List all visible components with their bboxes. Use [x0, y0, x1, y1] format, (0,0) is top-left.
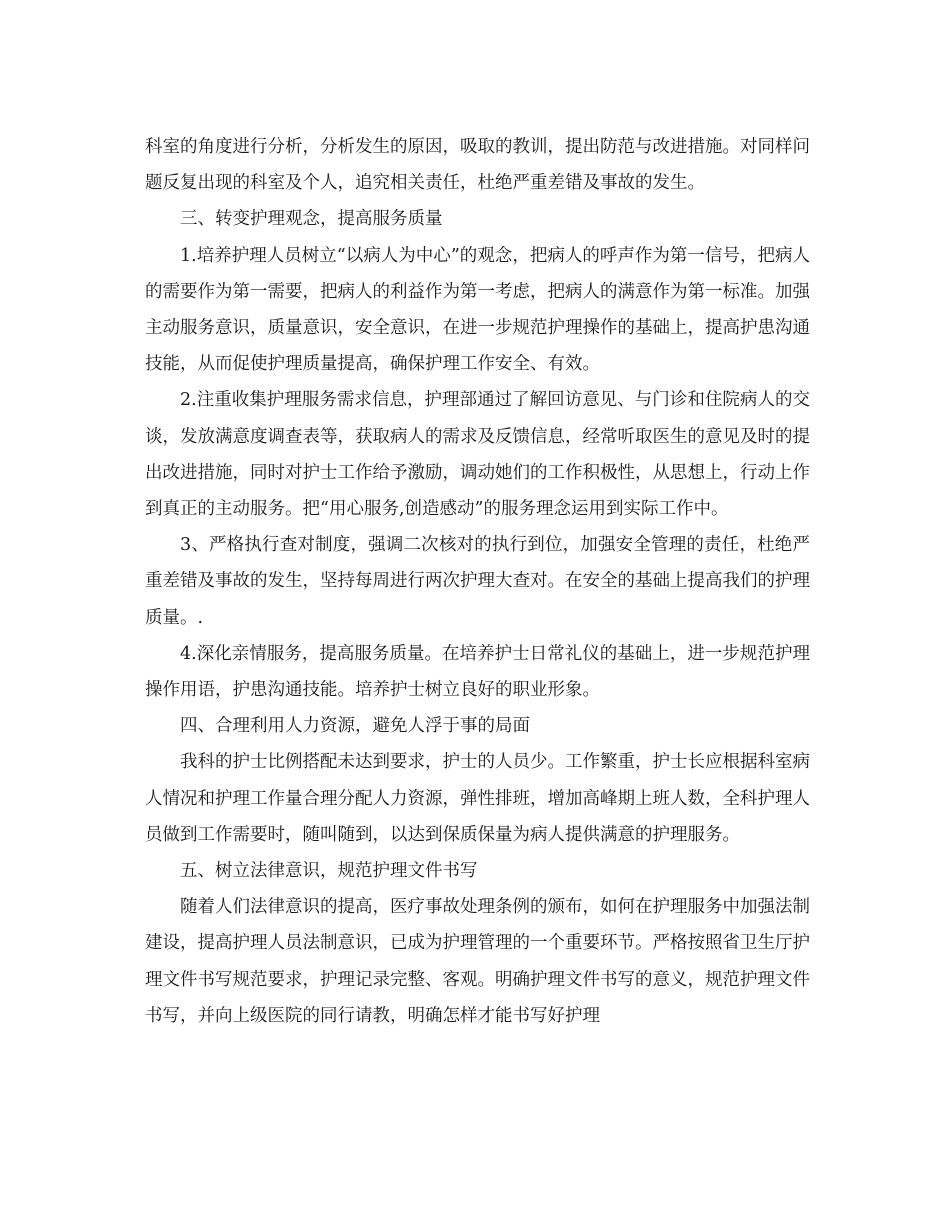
paragraph-item-1: 1.培养护理人员树立“以病人为中心”的观念，把病人的呼声作为第一信号，把病人的需要作为第一需要，把病人的利益作为第一考虑，把病人的满意作为第一标准。加强主动服务意识，质量意识，安全意识，在进一步规范护理操作的基础上，提高护患沟通技能，从而促使护理质量提高，确保护理工作安全、有效。 — [145, 245, 810, 375]
paragraph-legal: 随着人们法律意识的提高，医疗事故处理条例的颁布，如何在护理服务中加强法制建设，提高护理人员法制意识，已成为护理管理的一个重要环节。严格按照省卫生厅护理文件书写规范要求，护理记录完整、客观。明确护理文件书写的意义，规范护理文件书写，并向上级医院的同行请教，明确怎样才能书写好护理 — [145, 897, 810, 1026]
section-heading-3: 三、转变护理观念，提高服务质量 — [180, 209, 443, 230]
paragraph-staffing: 我科的护士比例搭配未达到要求，护士的人员少。工作繁重，护士长应根据科室病人情况和护理工作量合理分配人力资源，弹性排班，增加高峰期上班人数，全科护理人员做到工作需要时，随叫随到，以达到保质保量为病人提供满意的护理服务。 — [145, 752, 810, 845]
document-body — [145, 129, 810, 1034]
paragraph-item-4: 4.深化亲情服务，提高服务质量。在培养护士日常礼仪的基础上，进一步规范护理操作用语，护患沟通技能。培养护士树立良好的职业形象。 — [145, 643, 810, 701]
paragraph-item-2: 2.注重收集护理服务需求信息，护理部通过了解回访意见、与门诊和住院病人的交谈，发放满意度调查表等，获取病人的需求及反馈信息，经常听取医生的意见及时的提出改进措施，同时对护士工作给予激励，调动她们的工作积极性，从思想上，行动上作到真正的主动服务。把“用心服务,创造感动”的服务理念运用到实际工作中。 — [145, 390, 810, 520]
paragraph-continuation: 科室的角度进行分析，分析发生的原因，吸取的教训，提出防范与改进措施。对同样问题反复出现的科室及个人，追究相关责任，杜绝严重差错及事故的发生。 — [145, 137, 810, 194]
section-heading-4: 四、合理利用人力资源，避免人浮于事的局面 — [180, 716, 530, 737]
paragraph-item-3: 3、严格执行查对制度，强调二次核对的执行到位，加强安全管理的责任，杜绝严重差错及事故的发生，坚持每周进行两次护理大查对。在安全的基础上提高我们的护理质量。. — [145, 535, 810, 628]
section-heading-5: 五、树立法律意识，规范护理文件书写 — [180, 861, 478, 882]
